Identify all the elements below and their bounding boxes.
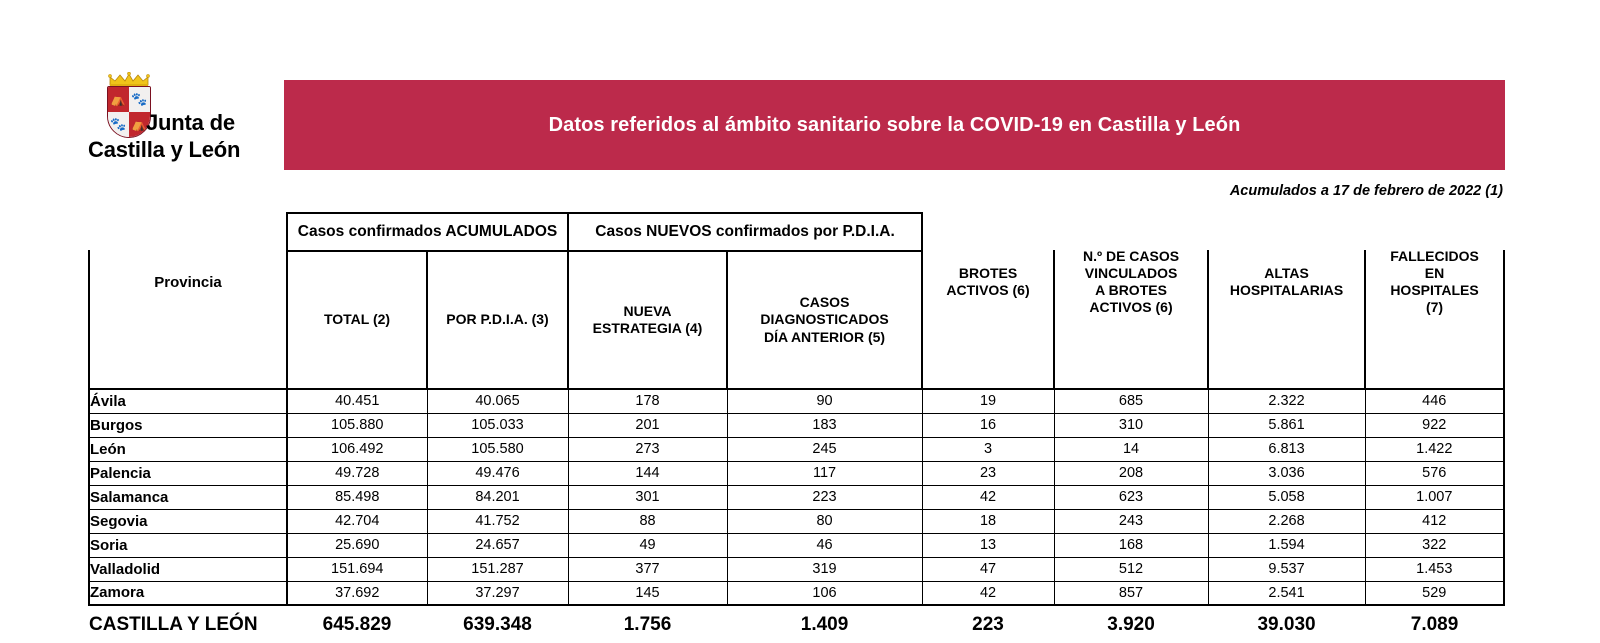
cell-brotes: 19 [922,389,1054,413]
cell-total: 151.694 [287,557,427,581]
total-total: 645.829 [287,605,427,643]
total-vinculados: 3.920 [1054,605,1208,643]
cell-fallecidos: 446 [1365,389,1504,413]
cell-total: 42.704 [287,509,427,533]
table-row [89,557,1504,581]
table-head [89,213,1504,389]
castle-icon: ⛺ [131,117,148,132]
cell-nueva: 144 [568,461,727,485]
cell-diag: 106 [727,581,922,605]
cell-pdia: 105.580 [427,437,568,461]
cell-fallecidos: 322 [1365,533,1504,557]
cell-vinculados: 208 [1054,461,1208,485]
header-line: CASOS [799,294,850,311]
total-altas: 39.030 [1208,605,1365,643]
cell-altas: 2.322 [1208,389,1365,413]
total-brotes: 223 [922,605,1054,643]
page-header-zone [0,0,1600,200]
header-line: NUEVA [623,302,672,319]
cell-nueva: 301 [568,485,727,509]
cell-vinculados: 857 [1054,581,1208,605]
covid-data-table [88,212,1505,643]
accumulated-date-note: Acumulados a 17 de febrero de 2022 (1) [1229,183,1503,199]
cell-diag: 90 [727,389,922,413]
table-row [89,461,1504,485]
cell-nueva: 273 [568,437,727,461]
cell-pdia: 37.297 [427,581,568,605]
cell-nueva: 178 [568,389,727,413]
cell-fallecidos: 1.007 [1365,485,1504,509]
cell-total: 106.492 [287,437,427,461]
cell-provincia: Segovia [89,509,287,533]
cell-vinculados: 168 [1054,533,1208,557]
cell-altas: 5.058 [1208,485,1365,509]
cell-total: 40.451 [287,389,427,413]
cell-diag: 223 [727,485,922,509]
total-diag: 1.409 [727,605,922,643]
column-header-fallecidos [1365,213,1504,351]
column-header-por-pdia: POR P.D.I.A. (3) [427,251,568,389]
header-line: N.º DE CASOS [1082,247,1180,264]
cell-nueva: 201 [568,413,727,437]
cell-altas: 2.541 [1208,581,1365,605]
cell-total: 85.498 [287,485,427,509]
cell-altas: 2.268 [1208,509,1365,533]
cell-diag: 46 [727,533,922,557]
cell-nueva: 49 [568,533,727,557]
cell-nueva: 88 [568,509,727,533]
lion-icon: 🐾 [110,117,127,132]
cell-provincia: Salamanca [89,485,287,509]
cell-pdia: 105.033 [427,413,568,437]
cell-vinculados: 623 [1054,485,1208,509]
column-header-altas-hospitalarias [1208,213,1365,351]
header-line: DIAGNOSTICADOS [760,311,889,328]
cell-total: 25.690 [287,533,427,557]
total-nueva: 1.756 [568,605,727,643]
table-body [89,389,1504,605]
header-line: BROTES [958,264,1018,281]
shield-quarter-lion-1 [129,87,150,112]
column-header-brotes-activos [922,213,1054,351]
cell-diag: 319 [727,557,922,581]
column-header-casos-diagnosticados [727,251,922,389]
cell-nueva: 377 [568,557,727,581]
cell-fallecidos: 576 [1365,461,1504,485]
header-line: VINCULADOS [1084,264,1178,281]
logo-line-2: Castilla y León [88,137,241,162]
cell-altas: 9.537 [1208,557,1365,581]
cell-fallecidos: 922 [1365,413,1504,437]
header-line: ALTAS [1264,264,1309,281]
cell-provincia: Soria [89,533,287,557]
shield-quarter-castle-1 [108,87,129,112]
cell-provincia: Valladolid [89,557,287,581]
cell-nueva: 145 [568,581,727,605]
cell-total: 49.728 [287,461,427,485]
cell-vinculados: 685 [1054,389,1208,413]
cell-vinculados: 243 [1054,509,1208,533]
cell-provincia: Burgos [89,413,287,437]
header-line: EN [1424,264,1445,281]
header-line: (7) [1425,299,1444,316]
cell-pdia: 40.065 [427,389,568,413]
cell-altas: 3.036 [1208,461,1365,485]
header-line: FALLECIDOS [1390,247,1479,264]
column-header-total: TOTAL (2) [287,251,427,389]
cell-altas: 1.594 [1208,533,1365,557]
cell-pdia: 49.476 [427,461,568,485]
cell-total: 105.880 [287,413,427,437]
cell-brotes: 16 [922,413,1054,437]
table-row [89,485,1504,509]
title-banner [284,80,1505,170]
column-header-casos-vinculados [1054,213,1208,351]
cell-brotes: 23 [922,461,1054,485]
shield-quarter-lion-2 [108,112,129,137]
table-row [89,413,1504,437]
cell-provincia: Zamora [89,581,287,605]
cell-diag: 183 [727,413,922,437]
cell-fallecidos: 412 [1365,509,1504,533]
cell-fallecidos: 529 [1365,581,1504,605]
cell-brotes: 42 [922,581,1054,605]
cell-total: 37.692 [287,581,427,605]
table-row [89,437,1504,461]
cell-fallecidos: 1.422 [1365,437,1504,461]
cell-provincia: Palencia [89,461,287,485]
table-row [89,533,1504,557]
header-line: A BROTES [1095,282,1167,298]
column-header-provincia: Provincia [89,213,287,351]
cell-pdia: 151.287 [427,557,568,581]
total-row-label: CASTILLA Y LEÓN [89,605,287,643]
cell-brotes: 42 [922,485,1054,509]
cell-diag: 80 [727,509,922,533]
cell-pdia: 41.752 [427,509,568,533]
cell-brotes: 47 [922,557,1054,581]
cell-brotes: 18 [922,509,1054,533]
cell-brotes: 3 [922,437,1054,461]
cell-brotes: 13 [922,533,1054,557]
cell-altas: 5.861 [1208,413,1365,437]
cell-pdia: 84.201 [427,485,568,509]
cell-diag: 117 [727,461,922,485]
cell-diag: 245 [727,437,922,461]
table-foot [89,605,1504,643]
column-header-nueva-estrategia [568,251,727,389]
logo-line-1: Junta de [146,110,235,135]
table-row [89,581,1504,605]
castle-icon: ⛺ [110,92,127,107]
shield-quarters [107,86,151,138]
cell-provincia: León [89,437,287,461]
header-line: ESTRATEGIA (4) [592,320,703,336]
header-line: DÍA ANTERIOR (5) [763,328,886,345]
cell-vinculados: 14 [1054,437,1208,461]
total-row [89,605,1504,643]
total-fallecidos: 7.089 [1365,605,1504,643]
group-header-nuevos: Casos NUEVOS confirmados por P.D.I.A. [568,213,922,251]
cell-pdia: 24.657 [427,533,568,557]
header-line: HOSPITALES [1390,282,1479,298]
lion-icon: 🐾 [131,92,148,107]
table-header-row-sub [89,251,1504,389]
header-line: ACTIVOS (6) [946,282,1030,298]
crown-icon [108,72,150,87]
table-row [89,509,1504,533]
cell-vinculados: 512 [1054,557,1208,581]
cell-fallecidos: 1.453 [1365,557,1504,581]
junta-castilla-leon-logo [88,72,268,182]
header-line: ACTIVOS (6) [1089,299,1173,316]
header-line: HOSPITALARIAS [1229,282,1344,298]
page-title: Datos referidos al ámbito sanitario sobre la COVID-19 en Castilla y León [548,113,1241,136]
table-row [89,389,1504,413]
cell-vinculados: 310 [1054,413,1208,437]
cell-provincia: Ávila [89,389,287,413]
total-pdia: 639.348 [427,605,568,643]
cell-altas: 6.813 [1208,437,1365,461]
group-header-acumulados: Casos confirmados ACUMULADOS [287,213,568,251]
